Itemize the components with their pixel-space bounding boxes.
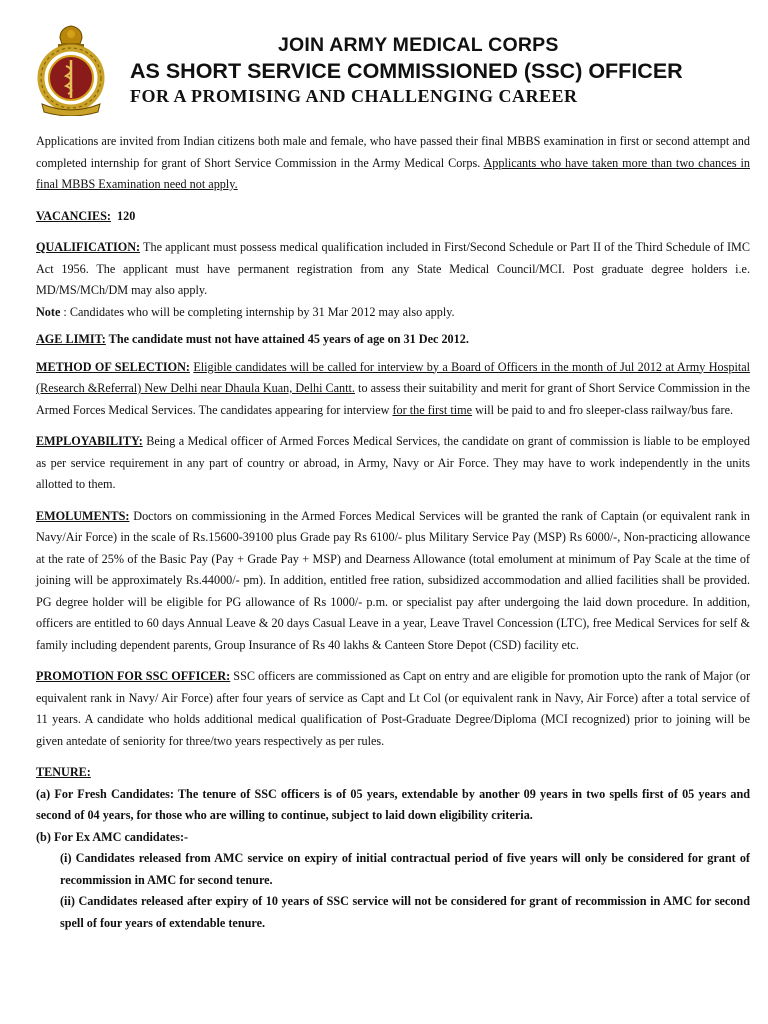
- tenure-heading: TENURE:: [36, 765, 91, 779]
- qualification-label: QUALIFICATION:: [36, 240, 141, 254]
- emoluments-paragraph: EMOLUMENTS: Doctors on commissioning in the Armed Forces Medical Services will be granted the rank of Captain (or equivalent rank in Navy/Air Force) in the scale of Rs.15600-39100 plus Grade pay Rs 6100/- plus Military Service Pay (MSP) Rs 6000/-, Non-practicing allowance at the rate of 25% of the Basic Pay (Pay + Grade Pay + MSP) and Dearness Allowance (total emolument at minimum of Pay Scale at the time of joining will be approximately Rs.44000/- pm). In addition, entitled free ration, subsidized accommodation and allied facilities shall be provided. PG degree holder will be eligible for PG allowance of Rs 1000/- p.m. or specialist pay after undergoing the laid down procedure. In addition, officers are entitled to 60 days Annual Leave & 20 days Casual Leave in a year, Leave Travel Concession (LTC), free Medical Services for self & family including dependent parents, Group Insurance of Rs 40 lakhs & Canteen Store Depot (CSD) facility etc.: [36, 508, 750, 652]
- promotion-paragraph: PROMOTION FOR SSC OFFICER: SSC officers are commissioned as Capt on entry and are eligible for promotion upto the rank of Major (or equivalent rank in Navy/ Air Force) after four years of service as Capt and Lt Col (or equivalent rank in Navy, Air Force) after a total service of 11 years. A candidate who holds additional medical qualification of Post-Graduate Degree/Diploma (MCI recognized) prior to joining will be given antedate of seniority for three/two years respectively as per rules.: [36, 669, 750, 748]
- amc-emblem-icon: [36, 20, 106, 116]
- method-paragraph: METHOD OF SELECTION: Eligible candidates will be called for interview by a Board of Officers in the month of Jul 2012 at Army Hospital (Research &Referral) New Delhi near Dhaula Kuan, Delhi Cantt. to assess their suitability and merit for grant of Short Service Commission in the Armed Forces Medical Services. The candidates appearing for interview for the first time will be paid to and fro sleeper-class railway/bus fare.: [36, 359, 751, 417]
- tenure-item-b: (b) For Ex AMC candidates:-: [36, 829, 189, 844]
- employability-paragraph: EMPLOYABILITY: Being a Medical officer of Armed Forces Medical Services, the candidate on grant of commission is liable to be employed as per service requirement in any part of country or abroad, in Army, Navy or Air Force. They may have to work independently in the units allotted to them.: [36, 434, 750, 491]
- intro-underlined-text: Applicants who have taken more than two chances in final MBBS Examination need not apply.: [36, 155, 751, 191]
- intro-paragraph: Applications are invited from Indian citizens both male and female, who have passed their final MBBS examination in first or second attempt and completed internship for grant of Short Service Commission in the Army Medical Corps. Applicants who have taken more than two chances in final MBBS Examination need not apply.: [36, 134, 751, 191]
- header-title-line1: JOIN ARMY MEDICAL CORPS: [278, 34, 559, 56]
- header-title-line3: FOR A PROMISING AND CHALLENGING CAREER: [130, 86, 578, 106]
- tenure-item-b-i: (i) Candidates released from AMC service on expiry of initial contractual period of five years will only be considered for grant of recommission in AMC for second tenure.: [60, 851, 750, 887]
- vacancies-value: 120: [117, 208, 136, 223]
- age-limit-label: AGE LIMIT:: [36, 332, 106, 346]
- vacancies-line: [36, 206, 750, 228]
- qualification-paragraph: QUALIFICATION: The applicant must possess medical qualification included in First/Second Schedule or Part II of the Third Schedule of IMC Act 1956. The applicant must have permanent registration from any State Medical Council/MCI. Post graduate degree holders i.e. MD/MS/MCh/DM may also apply. Note : Candidates who will be completing internship by 31 Mar 2012 may also apply.: [36, 240, 750, 319]
- note-label: Note: [36, 304, 61, 319]
- emoluments-label: EMOLUMENTS:: [36, 508, 130, 523]
- document-body: [36, 131, 750, 934]
- employability-label: EMPLOYABILITY:: [36, 434, 143, 448]
- tenure-item-a: (a) For Fresh Candidates: The tenure of SSC officers is of 05 years, extendable by another 09 years in two spells first of 05 years and second of 04 years, for those who are willing to continue, subject to laid down eligibility criteria.: [36, 786, 750, 822]
- vacancies-label: VACANCIES:: [36, 208, 111, 223]
- age-limit-line: AGE LIMIT: The candidate must not have attained 45 years of age on 31 Dec 2012.: [36, 332, 469, 346]
- header-title-line2: AS SHORT SERVICE COMMISSIONED (SSC) OFFICER: [130, 59, 683, 83]
- tenure-item-b-ii: (ii) Candidates released after expiry of 10 years of SSC service will not be considered for grant of recommission in AMC for second spell of four years of extendable tenure.: [60, 894, 750, 930]
- method-label: METHOD OF SELECTION:: [36, 359, 190, 374]
- promotion-label: PROMOTION FOR SSC OFFICER:: [36, 669, 231, 683]
